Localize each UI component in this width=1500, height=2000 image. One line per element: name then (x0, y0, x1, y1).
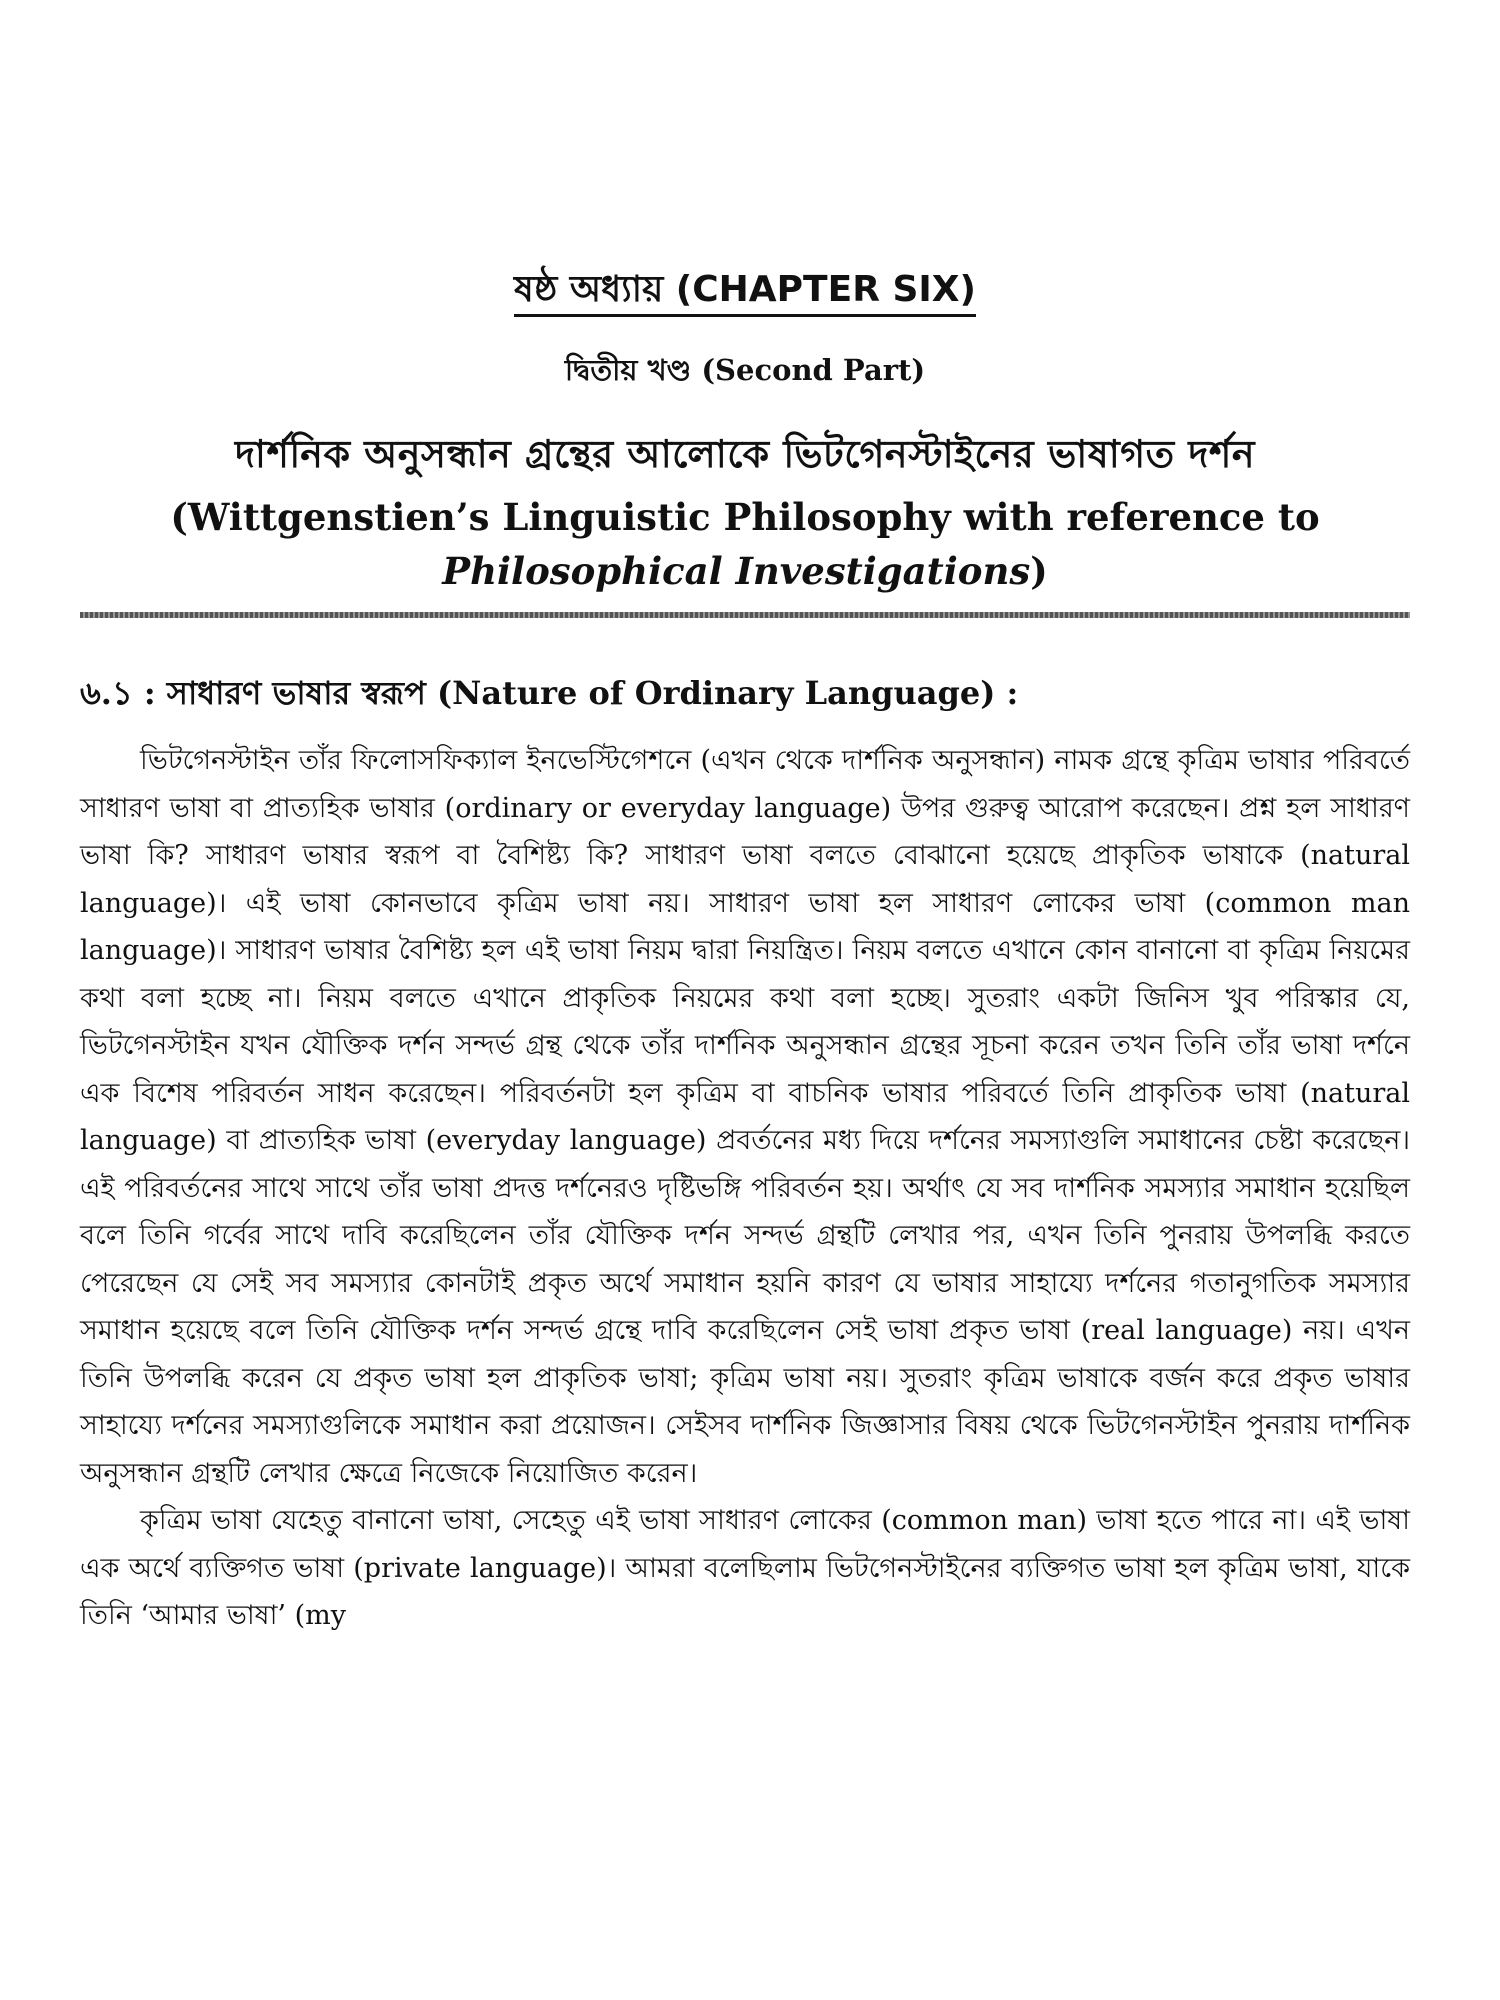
paragraph-2: কৃত্রিম ভাষা যেহেতু বানানো ভাষা, সেহেতু এই ভাষা সাধারণ লোকের (common man) ভাষা হতে পারে না। এই ভাষা এক অর্থে ব্যক্তিগত ভাষা (private language)। আমরা বলেছিলাম ভিটগেনস্টাইনের ব্যক্তিগত ভাষা হল কৃত্রিম ভাষা, যাকে তিনি ‘আমার ভাষা’ (my (80, 1505, 1410, 1631)
section-heading: ৬.১ : সাধারণ ভাষার স্বরূপ (Nature of Ordinary Language) : (80, 674, 1019, 712)
body-text (80, 737, 1410, 1640)
title-divider (80, 612, 1410, 618)
bengali-title: দার্শনিক অনুসন্ধান গ্রন্থের আলোকে ভিটগেনস্টাইনের ভাষাগত দর্শন (234, 432, 1256, 476)
part-heading: দ্বিতীয় খণ্ড (Second Part) (564, 353, 926, 387)
chapter-title: ষষ্ঠ অধ্যায় (CHAPTER SIX) (514, 269, 976, 317)
english-title-italic: Philosophical Investigations (442, 549, 1031, 593)
paragraph-1: ভিটগেনস্টাইন তাঁর ফিলোসফিক্যাল ইনভেস্টিগেশনে (এখন থেকে দার্শনিক অনুসন্ধান) নামক গ্রন্থে কৃত্রিম ভাষার পরিবর্তে সাধারণ ভাষা বা প্রাত্যহিক ভাষার (ordinary or everyday language) উপর গুরুত্ব আরোপ করেছেন। প্রশ্ন হল সাধারণ ভাষা কি? সাধারণ ভাষার স্বরূপ বা বৈশিষ্ট্য কি? সাধারণ ভাষা বলতে বোঝানো হয়েছে প্রাকৃতিক ভাষাকে (natural language)। এই ভাষা কোনভাবে কৃত্রিম ভাষা নয়। সাধারণ ভাষা হল সাধারণ লোকের ভাষা (common man language)। সাধারণ ভাষার বৈশিষ্ট্য হল এই ভাষা নিয়ম দ্বারা নিয়ন্ত্রিত। নিয়ম বলতে এখানে কোন বানানো বা কৃত্রিম নিয়মের কথা বলা হচ্ছে না। নিয়ম বলতে এখানে প্রাকৃতিক নিয়মের কথা বলা হচ্ছে। সুতরাং একটা জিনিস খুব পরিস্কার যে, ভিটগেনস্টাইন যখন যৌক্তিক দর্শন সন্দর্ভ গ্রন্থ থেকে তাঁর দার্শনিক অনুসন্ধান গ্রন্থের সূচনা করেন তখন তিনি তাঁর ভাষা দর্শনে এক বিশেষ পরিবর্তন সাধন করেছেন। পরিবর্তনটা হল কৃত্রিম বা বাচনিক ভাষার পরিবর্তে তিনি প্রাকৃতিক ভাষা (natural language) বা প্রাত্যহিক ভাষা (everyday language) প্রবর্তনের মধ্য দিয়ে দর্শনের সমস্যাগুলি সমাধানের চেষ্টা করেছেন। এই পরিবর্তনের সাথে সাথে তাঁর ভাষা প্রদত্ত দর্শনেরও দৃষ্টিভঙ্গি পরিবর্তন হয়। অর্থাৎ যে সব দার্শনিক সমস্যার সমাধান হয়েছিল বলে তিনি গর্বের সাথে দাবি করেছিলেন তাঁর যৌক্তিক দর্শন সন্দর্ভ গ্রন্থটি লেখার পর, এখন তিনি পুনরায় উপলব্ধি করতে পেরেছেন যে সেই সব সমস্যার কোনটাই প্রকৃত অর্থে সমাধান হয়নি কারণ যে ভাষার সাহায্যে দর্শনের গতানুগতিক সমস্যার সমাধান হয়েছে বলে তিনি যৌক্তিক দর্শন সন্দর্ভ গ্রন্থে দাবি করেছিলেন সেই ভাষা প্রকৃত ভাষা (real language) নয়। এখন তিনি উপলব্ধি করেন যে প্রকৃত ভাষা হল প্রাকৃতিক ভাষা; কৃত্রিম ভাষা নয়। সুতরাং কৃত্রিম ভাষাকে বর্জন করে প্রকৃত ভাষার সাহায্যে দর্শনের সমস্যাগুলিকে সমাধান করা প্রয়োজন। সেইসব দার্শনিক জিজ্ঞাসার বিষয় থেকে ভিটগেনস্টাইন পুনরায় দার্শনিক অনুসন্ধান গ্রন্থটি লেখার ক্ষেত্রে নিজেকে নিয়োজিত করেন। (80, 745, 1410, 1489)
english-title-line1: (Wittgenstien’s Linguistic Philosophy with reference to (170, 495, 1320, 539)
document-page (80, 0, 1410, 2000)
english-title (80, 490, 1410, 598)
english-title-close: ) (1030, 549, 1048, 593)
chapter-heading (80, 262, 1410, 322)
english-title-line2 (80, 544, 1410, 598)
